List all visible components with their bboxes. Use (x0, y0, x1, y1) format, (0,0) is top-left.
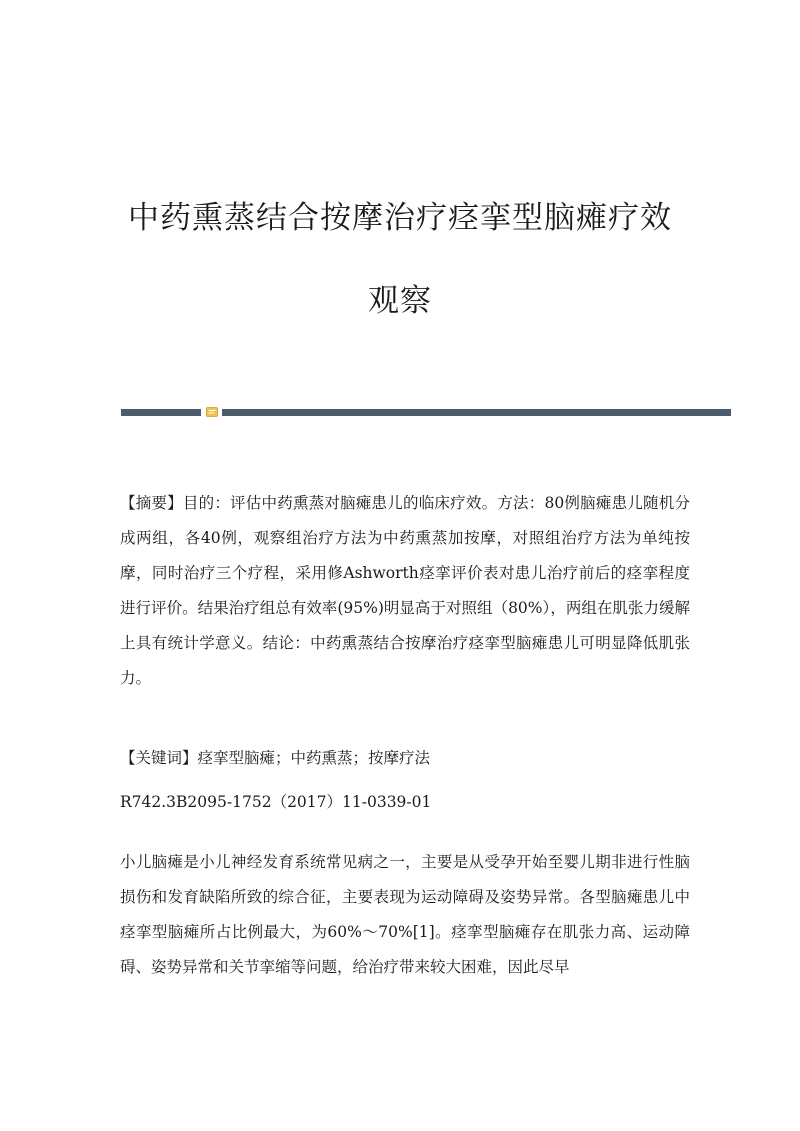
abstract-paragraph (120, 486, 690, 696)
title-line-1: 中药熏蒸结合按摩治疗痉挛型脑瘫疗效 (128, 200, 672, 236)
keywords-text: 痉挛型脑瘫；中药熏蒸；按摩疗法 (197, 749, 431, 767)
divider-bar-right (222, 409, 731, 416)
abstract-text: 目的：评估中药熏蒸对脑瘫患儿的临床疗效。方法：80例脑瘫患儿随机分成两组，各40例，观察组治疗方法为中药熏蒸加按摩，对照组治疗方法为单纯按摩，同时治疗三个疗程，采用修Ashworth痉挛评价表对患儿治疗前后的痉挛程度进行评价。结果治疗组总有效率(95%)明显高于对照组（80%），两组在肌张力缓解上具有统计学意义。结论：中药熏蒸结合按摩治疗痉挛型脑瘫患儿可明显降低肌张力。 (120, 494, 690, 687)
keywords-paragraph (120, 741, 690, 776)
title-divider (121, 409, 731, 416)
classification-number: R742.3B2095-1752（2017）11-0339-01 (120, 793, 432, 811)
divider-bar-left (121, 409, 201, 416)
document-icon (206, 406, 218, 418)
abstract-label: 【摘要】 (120, 494, 183, 512)
intro-paragraph: 小儿脑瘫是小儿神经发育系统常见病之一，主要是从受孕开始至婴儿期非进行性脑损伤和发育缺陷所致的综合征，主要表现为运动障碍及姿势异常。各型脑瘫患儿中痉挛型脑瘫所占比例最大，为60%～70%[1]。痉挛型脑瘫存在肌张力高、运动障碍、姿势异常和关节挛缩等问题，给治疗带来较大困难，因此尽早 (120, 853, 690, 976)
title-line-2: 观察 (368, 283, 432, 319)
keywords-label: 【关键词】 (120, 749, 198, 767)
